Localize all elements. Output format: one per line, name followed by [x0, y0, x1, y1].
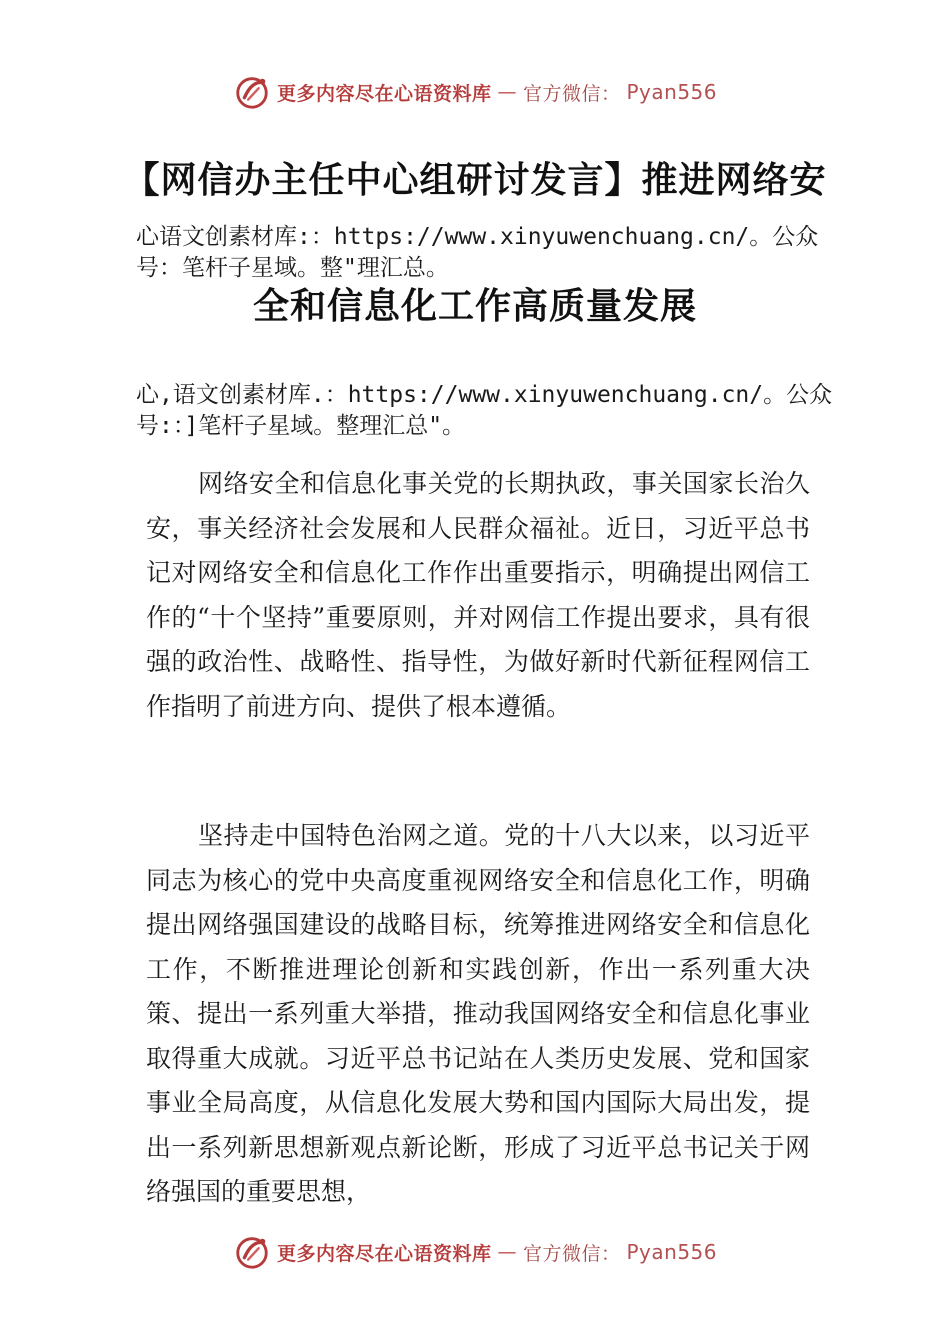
footer-watermark-banner [0, 1230, 950, 1274]
banner-separator: — [497, 1241, 517, 1263]
banner-separator: — [497, 81, 517, 103]
source-note-1: 心语文创素材库:：https://www.xinyuwenchuang.cn/。公众号：笔杆子星域。整"理汇总。 [136, 224, 819, 281]
banner-brand-text: 更多内容尽在心语资料库 [276, 82, 492, 105]
header-watermark-banner [0, 70, 950, 114]
banner-brand-text: 更多内容尽在心语资料库 [276, 1242, 492, 1265]
body-paragraph-2: 坚持走中国特色治网之道。党的十八大以来，以习近平同志为核心的党中央高度重视网络安全和信息化工作，明确提出网络强国建设的战略目标，统筹推进网络安全和信息化工作，不断推进理论创新和实践创新，作出一系列重大决策、提出一系列重大举措，推动我国网络安全和信息化事业取得重大成就。习近平总书记站在人类历史发展、党和国家事业全局高度，从信息化发展大势和国内国际大局出发，提出一系列新思想新观点新论断，形成了习近平总书记关于网络强国的重要思想， [146, 821, 810, 1206]
banner-wechat-label: 官方微信： [522, 82, 621, 105]
banner-wechat-id: Pyan556 [626, 1240, 718, 1264]
brand-logo-icon [233, 73, 271, 111]
document-title-line-2: 全和信息化工作高质量发展 [252, 285, 697, 327]
document-title-line-1: 【网信办主任中心组研讨发言】推进网络安 [123, 159, 827, 201]
source-note-2: 心,语文创素材库.：https://www.xinyuwenchuang.cn/。公众号:：]笔杆子星域。整理汇总"。 [136, 382, 833, 439]
banner-wechat-id: Pyan556 [626, 80, 718, 104]
banner-wechat-label: 官方微信： [522, 1242, 621, 1265]
body-paragraph-1: 网络安全和信息化事关党的长期执政，事关国家长治久安，事关经济社会发展和人民群众福祉。近日，习近平总书记对网络安全和信息化工作作出重要指示，明确提出网信工作的“十个坚持”重要原则，并对网信工作提出要求，具有很强的政治性、战略性、指导性，为做好新时代新征程网信工作指明了前进方向、提供了根本遵循。 [146, 469, 810, 721]
brand-logo-icon [233, 1233, 271, 1271]
